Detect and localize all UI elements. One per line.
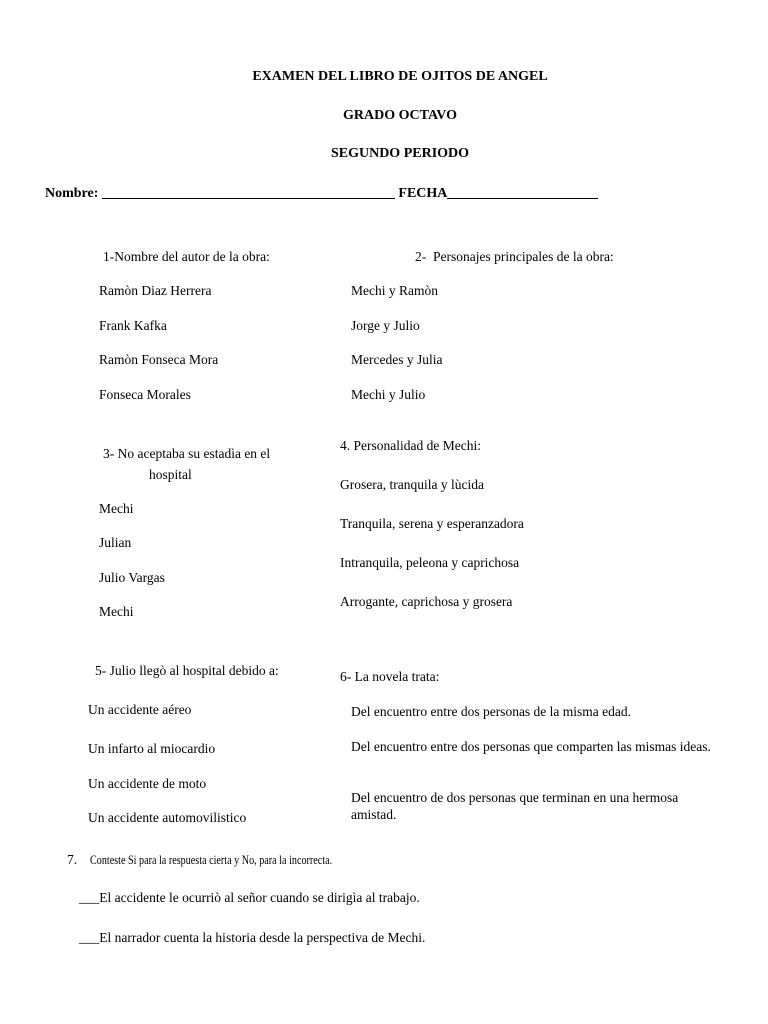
question-3-option: Mechi [99,501,134,516]
question-3-label: 3- No aceptaba su estadìa en el hospital [103,446,271,482]
question-5-option: Un accidente automovilistico [88,810,247,825]
question-1-option: Ramòn Fonseca Mora [99,352,219,367]
question-3-option: Julian [99,535,132,550]
question-4-label: 4. Personalidad de Mechi: [340,438,481,453]
question-5-option: Un accidente aéreo [88,702,192,717]
exam-title: EXAMEN DEL LIBRO DE OJITOS DE ANGEL [252,69,548,84]
question-2-option: Mechi y Ramòn [351,283,438,298]
question-5-label: 5- Julio llegò al hospital debido a: [95,663,279,678]
question-5-option: Un infarto al miocardio [88,741,216,756]
question-5-option: Un accidente de moto [88,776,207,791]
name-date-line [45,186,598,202]
question-7-statement: ___El narrador cuenta la historia desde la perspectiva de Mechi. [79,930,426,945]
question-4-option: Arrogante, caprichosa y grosera [340,594,513,609]
question-7-number: 7. [67,852,78,867]
question-6-option: Del encuentro entre dos personas de la misma edad. [351,704,632,719]
question-6-option: Del encuentro de dos personas que terminan en una hermosa amistad. [351,790,679,822]
question-7-instruction: Conteste Si para la respuesta cierta y No, para la incorrecta. [90,852,333,867]
question-1-option: Ramòn Diaz Herrera [99,283,212,298]
question-1-label: 1-Nombre del autor de la obra: [103,249,270,264]
question-2-option: Mechi y Julio [351,387,426,402]
name-label: Nombre: [45,186,99,201]
question-6-label: 6- La novela trata: [340,669,440,684]
question-4-option: Grosera, tranquila y lùcida [340,477,484,492]
date-blank-line [447,197,598,199]
question-2-option: Jorge y Julio [351,318,420,333]
question-3-option: Mechi [99,604,134,619]
question-4-option: Intranquila, peleona y caprichosa [340,555,520,570]
date-label: FECHA [398,186,448,201]
period-heading: SEGUNDO PERIODO [330,146,470,161]
question-2-option: Mercedes y Julia [351,352,443,367]
question-6-option: Del encuentro entre dos personas que comparten las mismas ideas. [351,739,711,754]
question-4-option: Tranquila, serena y esperanzadora [340,516,524,531]
name-blank-line [102,197,395,199]
question-1-option: Frank Kafka [99,318,167,333]
question-2-label: 2- Personajes principales de la obra: [415,249,614,264]
question-7-statement: ___El accidente le ocurriò al señor cuando se dirigìa al trabajo. [79,890,420,905]
question-3-option: Julio Vargas [99,570,165,585]
grade-heading: GRADO OCTAVO [343,108,457,123]
question-1-option: Fonseca Morales [99,387,191,402]
